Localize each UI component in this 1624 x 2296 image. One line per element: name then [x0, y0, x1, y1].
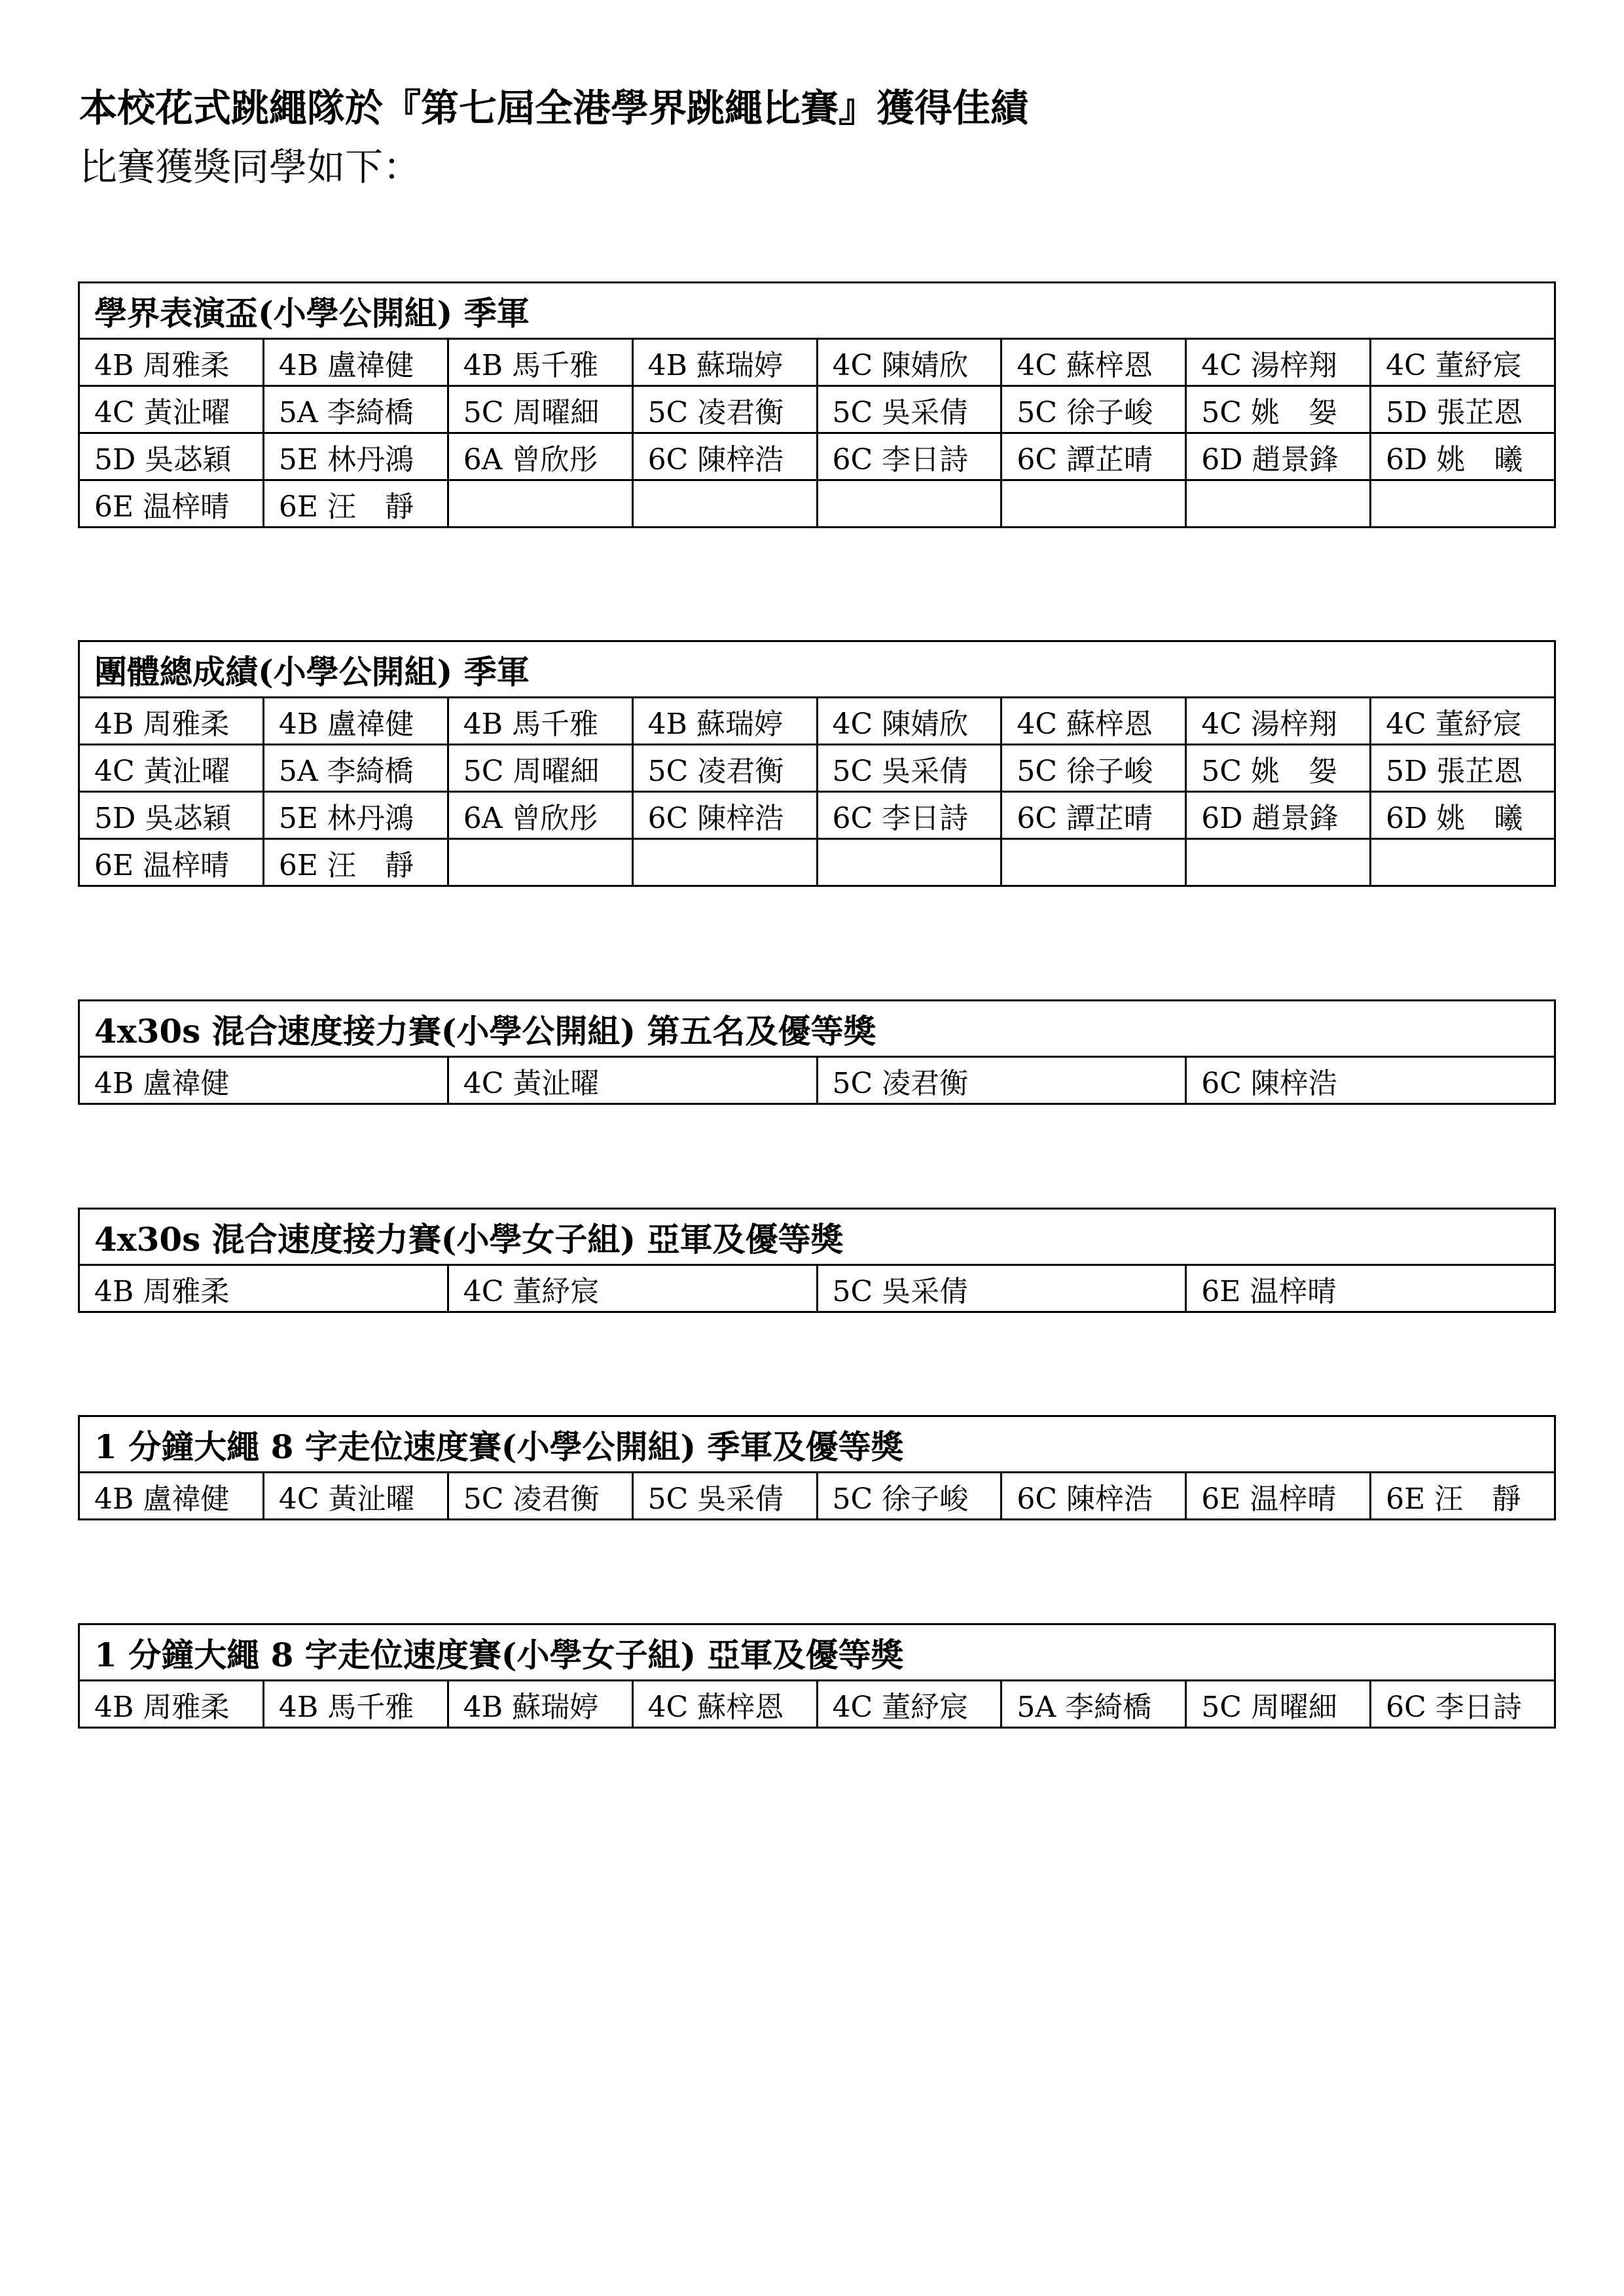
student-cell: 4B 周雅柔	[79, 698, 264, 745]
award-title-row	[79, 1624, 1555, 1681]
empty-cell	[817, 480, 1001, 528]
student-cell: 4C 董紓宸	[1371, 698, 1555, 745]
empty-cell	[1186, 839, 1371, 886]
empty-cell	[632, 839, 817, 886]
student-cell: 6C 陳梓浩	[1186, 1057, 1555, 1104]
table-row	[79, 698, 1555, 745]
student-cell: 6C 陳梓浩	[632, 433, 817, 480]
award-table	[78, 1415, 1556, 1520]
student-cell: 4B 盧禕健	[263, 698, 448, 745]
student-cell: 4B 蘇瑞婷	[448, 1681, 632, 1728]
student-cell: 4C 湯梓翔	[1186, 698, 1371, 745]
student-cell: 4C 陳婧欣	[817, 339, 1001, 386]
student-cell: 4B 盧禕健	[79, 1473, 264, 1520]
student-cell: 4C 湯梓翔	[1186, 339, 1371, 386]
student-cell: 6C 李日詩	[817, 433, 1001, 480]
student-cell: 4B 馬千雅	[448, 698, 632, 745]
student-cell: 4C 黃沚曜	[79, 745, 264, 792]
award-table	[78, 640, 1556, 887]
student-cell: 4C 蘇梓恩	[632, 1681, 817, 1728]
empty-cell	[448, 839, 632, 886]
student-cell: 4B 馬千雅	[448, 339, 632, 386]
student-cell: 4B 周雅柔	[79, 1681, 264, 1728]
student-cell: 6C 李日詩	[817, 792, 1001, 839]
student-cell: 5C 吳采倩	[817, 745, 1001, 792]
award-title-row	[79, 283, 1555, 339]
student-cell: 4B 馬千雅	[263, 1681, 448, 1728]
student-cell: 6E 温梓晴	[79, 839, 264, 886]
award-title-row	[79, 641, 1555, 698]
student-cell: 5C 凌君衡	[448, 1473, 632, 1520]
student-cell: 5E 林丹鴻	[263, 792, 448, 839]
empty-cell	[632, 480, 817, 528]
student-cell: 5C 吳采倩	[817, 1265, 1186, 1312]
student-cell: 4C 黃沚曜	[263, 1473, 448, 1520]
student-cell: 4C 黃沚曜	[79, 386, 264, 433]
student-cell: 4C 董紓宸	[817, 1681, 1001, 1728]
student-cell: 5C 姚 妴	[1186, 745, 1371, 792]
student-cell: 5D 吳苾穎	[79, 433, 264, 480]
student-cell: 6C 譚芷晴	[1001, 792, 1186, 839]
student-cell: 6C 陳梓浩	[1001, 1473, 1186, 1520]
award-title: 4x30s 混合速度接力賽(小學公開組) 第五名及優等獎	[79, 1001, 1555, 1057]
student-cell: 6D 趙景鋒	[1186, 433, 1371, 480]
student-cell: 4C 陳婧欣	[817, 698, 1001, 745]
award-title: 4x30s 混合速度接力賽(小學女子組) 亞軍及優等獎	[79, 1209, 1555, 1265]
student-cell: 4B 盧禕健	[79, 1057, 448, 1104]
table-row	[79, 1473, 1555, 1520]
student-cell: 5D 吳苾穎	[79, 792, 264, 839]
student-cell: 5C 凌君衡	[632, 745, 817, 792]
student-cell: 6E 温梓晴	[1186, 1265, 1555, 1312]
page-subtitle: 比賽獲獎同學如下：	[79, 145, 422, 189]
student-cell: 6A 曾欣彤	[448, 792, 632, 839]
empty-cell	[1371, 839, 1555, 886]
student-cell: 4C 蘇梓恩	[1001, 339, 1186, 386]
award-title-row	[79, 1001, 1555, 1057]
award-table	[78, 281, 1556, 528]
student-cell: 4B 周雅柔	[79, 1265, 448, 1312]
student-cell: 5C 凌君衡	[632, 386, 817, 433]
page-title: 本校花式跳繩隊於『第七屆全港學界跳繩比賽』獲得佳績	[79, 86, 1029, 130]
award-title: 1 分鐘大繩 8 字走位速度賽(小學女子組) 亞軍及優等獎	[79, 1624, 1555, 1681]
student-cell: 5C 徐子峻	[1001, 386, 1186, 433]
student-cell: 5C 周曜細	[448, 386, 632, 433]
student-cell: 6C 李日詩	[1371, 1681, 1555, 1728]
student-cell: 6D 姚 曦	[1371, 792, 1555, 839]
student-cell: 6C 陳梓浩	[632, 792, 817, 839]
student-cell: 6E 温梓晴	[79, 480, 264, 528]
student-cell: 5A 李綺橋	[1001, 1681, 1186, 1728]
table-row	[79, 839, 1555, 886]
empty-cell	[1001, 480, 1186, 528]
award-table	[78, 1208, 1556, 1313]
student-cell: 5A 李綺橋	[263, 745, 448, 792]
student-cell: 6E 温梓晴	[1186, 1473, 1371, 1520]
table-row	[79, 480, 1555, 528]
table-row	[79, 1681, 1555, 1728]
award-table	[78, 1623, 1556, 1729]
student-cell: 5A 李綺橋	[263, 386, 448, 433]
student-cell: 4B 盧禕健	[263, 339, 448, 386]
student-cell: 4B 蘇瑞婷	[632, 339, 817, 386]
award-title: 團體總成績(小學公開組) 季軍	[79, 641, 1555, 698]
student-cell: 5C 周曜細	[1186, 1681, 1371, 1728]
student-cell: 6D 趙景鋒	[1186, 792, 1371, 839]
student-cell: 6A 曾欣彤	[448, 433, 632, 480]
table-row	[79, 1265, 1555, 1312]
student-cell: 5C 徐子峻	[817, 1473, 1001, 1520]
student-cell: 6C 譚芷晴	[1001, 433, 1186, 480]
student-cell: 5C 吳采倩	[632, 1473, 817, 1520]
student-cell: 4C 黃沚曜	[448, 1057, 817, 1104]
student-cell: 5C 徐子峻	[1001, 745, 1186, 792]
award-table	[78, 999, 1556, 1105]
award-title: 學界表演盃(小學公開組) 季軍	[79, 283, 1555, 339]
table-row	[79, 1057, 1555, 1104]
empty-cell	[817, 839, 1001, 886]
student-cell: 6E 汪 靜	[263, 839, 448, 886]
student-cell: 6D 姚 曦	[1371, 433, 1555, 480]
student-cell: 5C 周曜細	[448, 745, 632, 792]
table-row	[79, 745, 1555, 792]
table-row	[79, 792, 1555, 839]
table-row	[79, 433, 1555, 480]
award-title-row	[79, 1209, 1555, 1265]
student-cell: 5D 張芷恩	[1371, 745, 1555, 792]
student-cell: 5C 凌君衡	[817, 1057, 1186, 1104]
student-cell: 6E 汪 靜	[263, 480, 448, 528]
student-cell: 6E 汪 靜	[1371, 1473, 1555, 1520]
student-cell: 5C 吳采倩	[817, 386, 1001, 433]
empty-cell	[448, 480, 632, 528]
empty-cell	[1186, 480, 1371, 528]
table-row	[79, 339, 1555, 386]
empty-cell	[1001, 839, 1186, 886]
award-title: 1 分鐘大繩 8 字走位速度賽(小學公開組) 季軍及優等獎	[79, 1416, 1555, 1473]
table-row	[79, 386, 1555, 433]
empty-cell	[1371, 480, 1555, 528]
student-cell: 4B 周雅柔	[79, 339, 264, 386]
student-cell: 4C 蘇梓恩	[1001, 698, 1186, 745]
student-cell: 5D 張芷恩	[1371, 386, 1555, 433]
student-cell: 5E 林丹鴻	[263, 433, 448, 480]
page-heading	[79, 79, 1519, 196]
student-cell: 4B 蘇瑞婷	[632, 698, 817, 745]
student-cell: 5C 姚 妴	[1186, 386, 1371, 433]
student-cell: 4C 董紓宸	[1371, 339, 1555, 386]
student-cell: 4C 董紓宸	[448, 1265, 817, 1312]
award-title-row	[79, 1416, 1555, 1473]
